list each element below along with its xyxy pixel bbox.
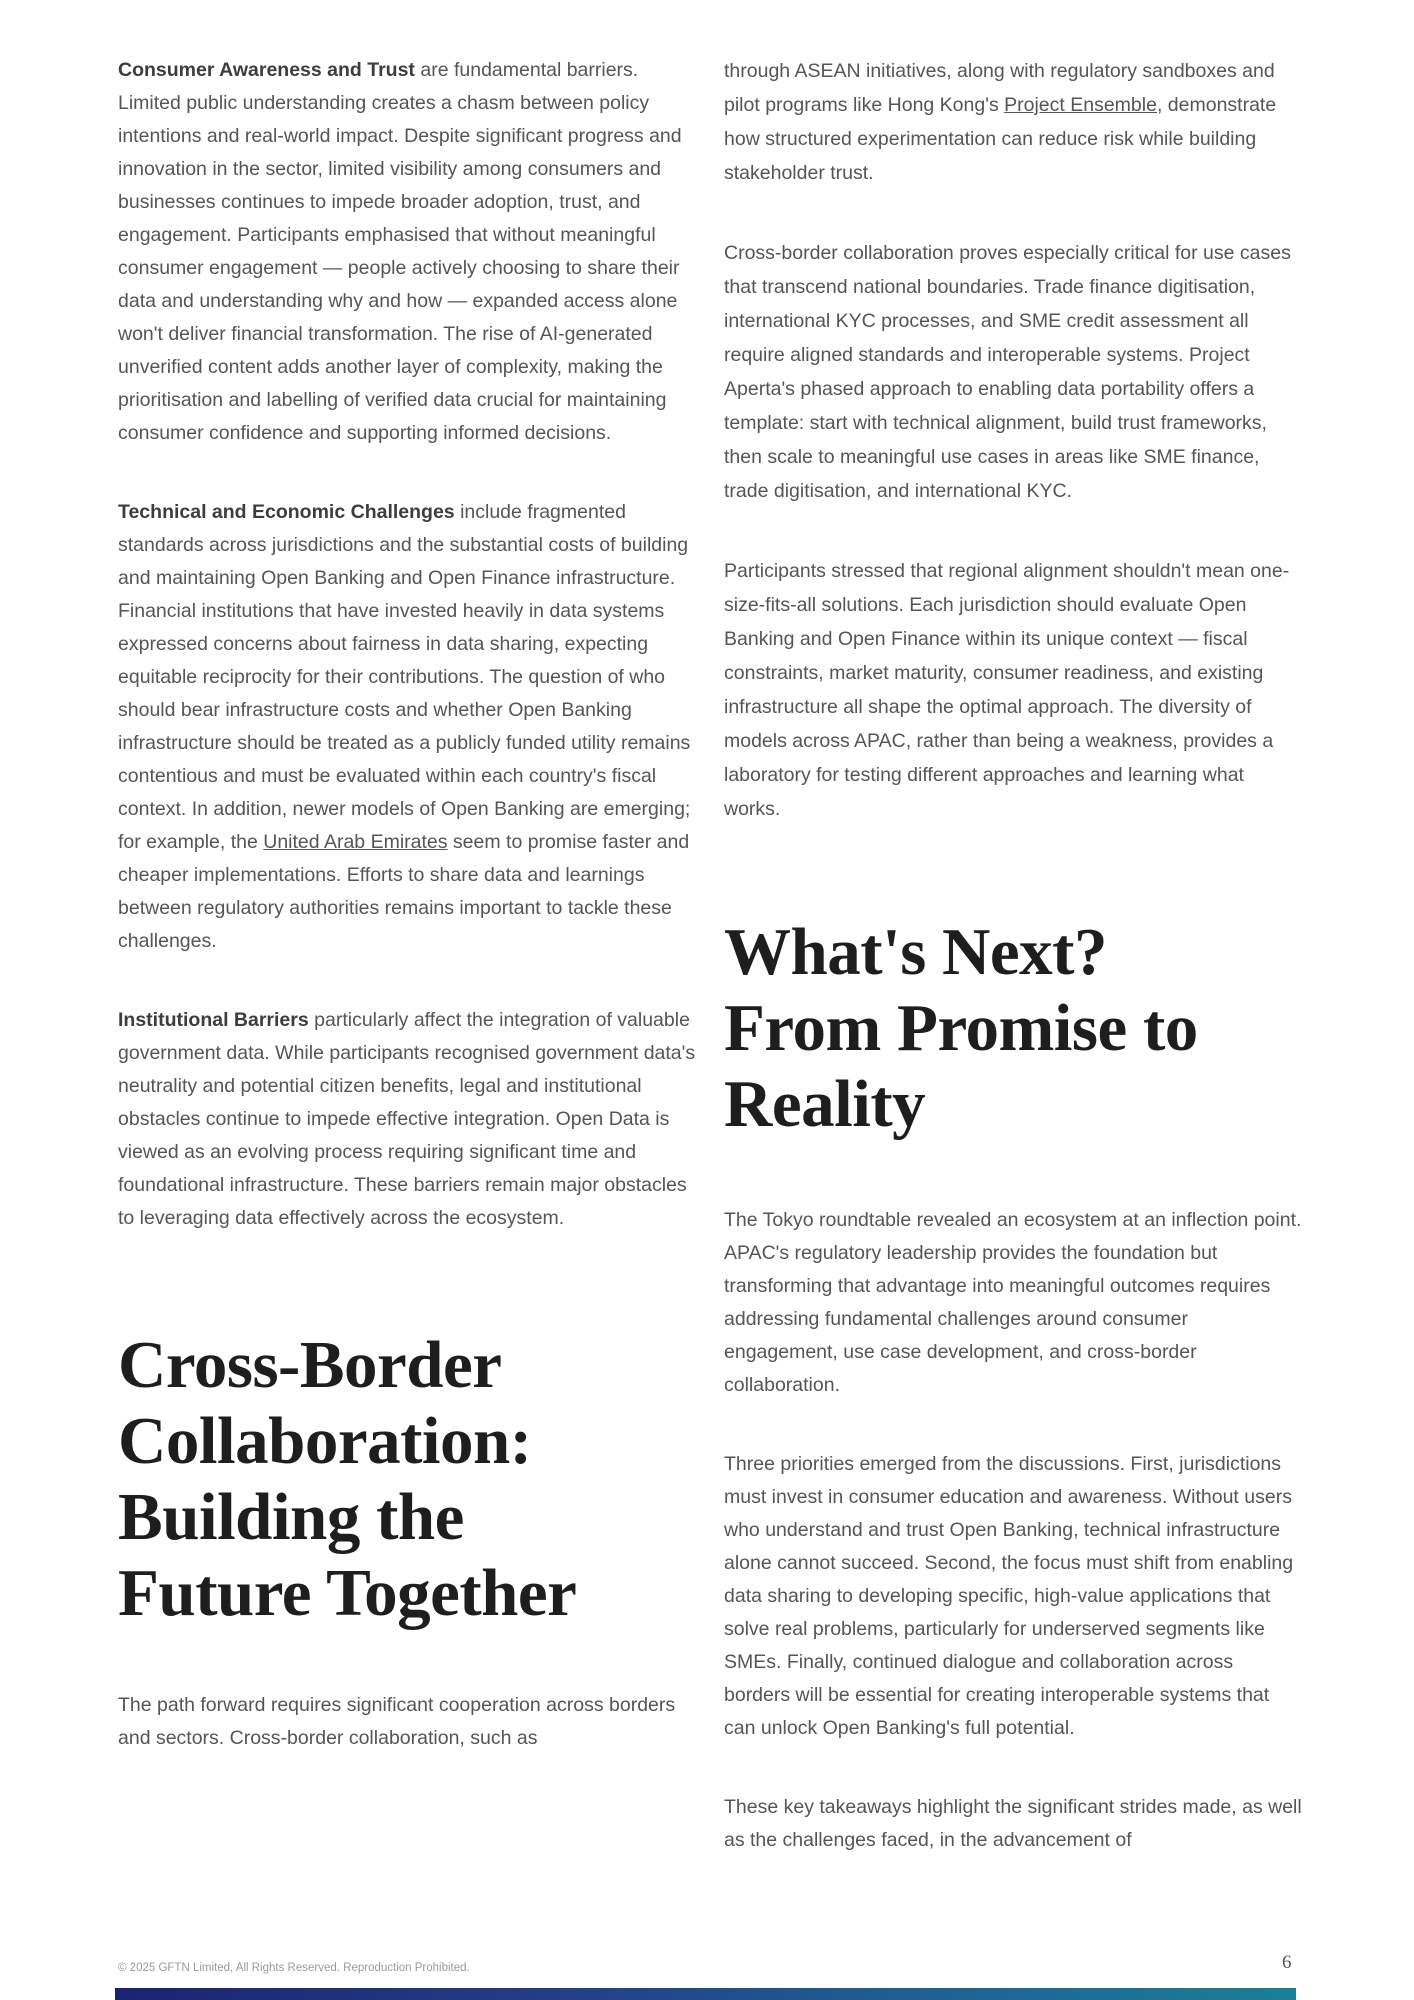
project-ensemble-link[interactable]: Project Ensemble, bbox=[1004, 94, 1163, 116]
asean-text-2: demonstrate how structured experimentation can reduce risk while building stakeholder trust. bbox=[724, 94, 1277, 184]
copyright-footer: © 2025 GFTN Limited, All Rights Reserved. Reproduction Prohibited. bbox=[118, 1962, 470, 1974]
institutional-barriers-text: particularly affect the integration of valuable government data. While participants recognised government data's neutrality and potential citizen benefits, legal and institutional obstacles continue to impede effective integration. Open Data is viewed as an evolving process requiring significant time and foundational infrastructure. These barriers remain major obstacles to leveraging data effectively across the ecosystem. bbox=[118, 1009, 696, 1229]
technical-economic-text-1: include fragmented standards across jurisdictions and the substantial costs of building and maintaining Open Banking and Open Finance infrastructure. Financial institutions that have invested heavily in data systems expressed concerns about fairness in data sharing, expecting equitable reciprocity for their contributions. The question of who should bear infrastructure costs and whether Open Banking infrastructure should be treated as a publicly funded utility remains contentious and must be evaluated within each country's fiscal context. In addition, newer models of Open Banking are emerging; for example, the bbox=[118, 501, 691, 853]
page-number: 6 bbox=[1282, 1952, 1292, 1973]
key-takeaways-paragraph: These key takeaways highlight the significant strides made, as well as the challenges faced, in the advancement of bbox=[724, 1796, 1302, 1851]
whats-next-heading-line1: What's Next? bbox=[724, 915, 1107, 989]
technical-economic-paragraph bbox=[118, 496, 696, 958]
consumer-awareness-text: are fundamental barriers. Limited public understanding creates a chasm between policy intentions and real-world impact. Despite significant progress and innovation in the sector, limited visibility among consumers and businesses continues to impede broader adoption, trust, and engagement. Participants emphasised that without meaningful consumer engagement — people actively choosing to share their data and understanding why and how — expanded access alone won't deliver financial transformation. The rise of AI-generated unverified content adds another layer of complexity, making the prioritisation and labelling of verified data crucial for maintaining consumer confidence and supporting informed decisions. bbox=[118, 59, 682, 444]
technical-economic-lead: Technical and Economic Challenges bbox=[118, 501, 455, 523]
asean-paragraph bbox=[724, 54, 1304, 190]
technical-economic-text-2: seem to promise faster and cheaper implementations. Efforts to share data and learnings between regulatory authorities remains important to tackle these challenges. bbox=[118, 831, 690, 952]
asean-text-1: through ASEAN initiatives, along with regulatory sandboxes and pilot programs like Hong Kong's bbox=[724, 60, 1275, 116]
regional-alignment-paragraph: Participants stressed that regional alignment shouldn't mean one-size-fits-all solutions. Each jurisdiction should evaluate Open Banking and Open Finance within its unique context — fiscal constraints, market maturity, consumer readiness, and existing infrastructure all shape the optimal approach. The diversity of models across APAC, rather than being a weakness, provides a laboratory for testing different approaches and learning what works. bbox=[724, 560, 1290, 820]
institutional-barriers-lead: Institutional Barriers bbox=[118, 1009, 309, 1031]
cross-border-heading-line3: Building the bbox=[118, 1480, 464, 1554]
consumer-awareness-paragraph bbox=[118, 54, 696, 450]
cross-border-heading-line1: Cross-Border bbox=[118, 1328, 502, 1402]
tokyo-roundtable-paragraph: The Tokyo roundtable revealed an ecosystem at an inflection point. APAC's regulatory leadership provides the foundation but transforming that advantage into meaningful outcomes requires addressing fundamental challenges around consumer engagement, use case development, and cross-border collaboration. bbox=[724, 1209, 1302, 1396]
consumer-awareness-lead: Consumer Awareness and Trust bbox=[118, 59, 415, 81]
whats-next-heading-line3: Reality bbox=[724, 1067, 926, 1141]
right-column bbox=[724, 54, 1304, 1857]
three-priorities-paragraph: Three priorities emerged from the discussions. First, jurisdictions must invest in consumer education and awareness. Without users who understand and trust Open Banking, technical infrastructure alone cannot succeed. Second, the focus must shift from enabling data sharing to developing specific, high-value applications that solve real problems, particularly for underserved segments like SMEs. Finally, continued dialogue and collaboration across borders will be essential for creating interoperable systems that can unlock Open Banking's full potential. bbox=[724, 1453, 1294, 1739]
institutional-barriers-paragraph bbox=[118, 1004, 696, 1235]
whats-next-heading bbox=[724, 914, 1304, 1142]
cross-border-heading-line4: Future Together bbox=[118, 1556, 577, 1630]
path-forward-paragraph: The path forward requires significant cooperation across borders and sectors. Cross-border collaboration, such as bbox=[118, 1694, 676, 1749]
left-column bbox=[118, 54, 696, 1755]
whats-next-heading-line2: From Promise to bbox=[724, 991, 1198, 1065]
cross-border-heading bbox=[118, 1327, 696, 1631]
cross-border-use-cases-paragraph: Cross-border collaboration proves especially critical for use cases that transcend national boundaries. Trade finance digitisation, international KYC processes, and SME credit assessment all require aligned standards and interoperable systems. Project Aperta's phased approach to enabling data portability offers a template: start with technical alignment, build trust frameworks, then scale to meaningful use cases in areas like SME finance, trade digitisation, and international KYC. bbox=[724, 242, 1291, 502]
cross-border-heading-line2: Collaboration: bbox=[118, 1404, 532, 1478]
uae-link[interactable]: United Arab Emirates bbox=[263, 831, 448, 853]
bottom-gradient-bar bbox=[115, 1988, 1296, 2000]
